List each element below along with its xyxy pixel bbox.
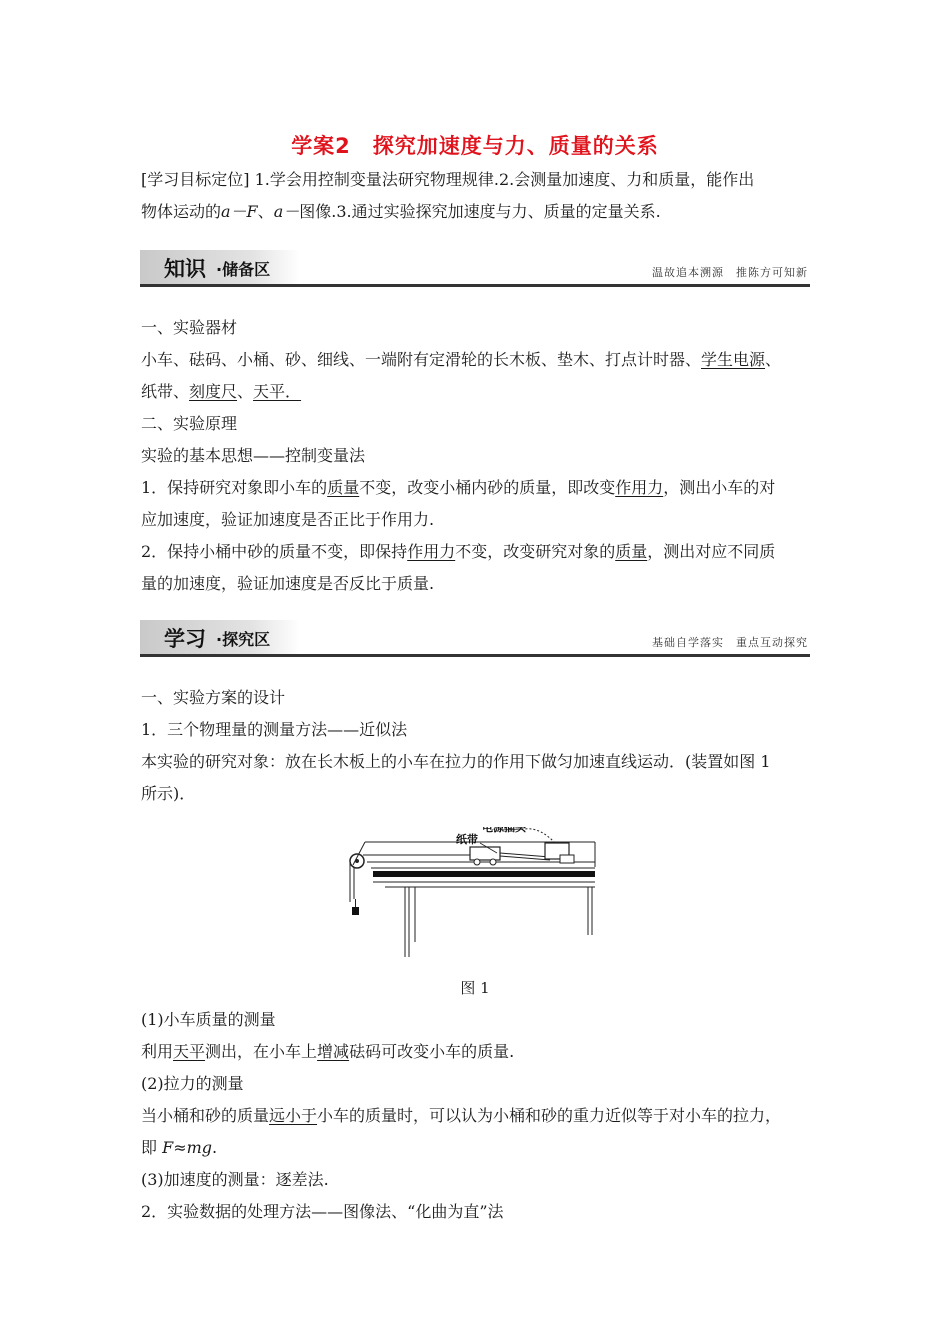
principle-idea: 实验的基本思想——控制变量法 xyxy=(141,446,366,465)
heading-materials: 一、实验器材 xyxy=(141,318,238,337)
tape-text: 纸带、 xyxy=(141,382,190,401)
comma: 、 xyxy=(765,350,782,369)
apparatus-diagram xyxy=(345,827,605,962)
apparatus-figure xyxy=(345,827,605,962)
measure-2-text xyxy=(141,1106,811,1126)
principle-1-line-2: 应加速度，验证加速度是否正比于作用力. xyxy=(141,510,435,529)
heading-design: 一、实验方案的设计 xyxy=(141,688,286,707)
objectives-line-2 xyxy=(141,202,811,222)
text: ，测出对应不同质 xyxy=(647,542,776,561)
mass-blank: 质量 xyxy=(327,478,360,497)
principle-2-line-1 xyxy=(141,542,811,562)
measure-2-formula xyxy=(141,1138,811,1158)
objectives-text-1: 1.学会用控制变量法研究物理规律.2.会测量加速度、力和质量，能作出 xyxy=(254,170,755,189)
object-line-1: 本实验的研究对象：放在长木板上的小车在拉力的作用下做匀加速直线运动．(装置如图 1 xyxy=(141,752,771,771)
banner-sub: ·探究区 xyxy=(216,630,271,649)
text: 当小桶和砂的质量 xyxy=(141,1106,270,1125)
force-blank: 作用力 xyxy=(407,542,456,561)
text: 砝码可改变小车的质量. xyxy=(349,1042,515,1061)
banner-slogan: 温故追本溯源 推陈方可知新 xyxy=(652,266,808,279)
separator: 、 xyxy=(237,382,254,401)
mass-blank: 质量 xyxy=(615,542,648,561)
ruler-blank: 刻度尺 xyxy=(189,382,238,401)
balance-blank: 天平 xyxy=(173,1042,206,1061)
mg-symbol: mg xyxy=(186,1138,213,1157)
banner-main: 学习 xyxy=(164,627,206,651)
change-blank: 增减 xyxy=(317,1042,350,1061)
figure-caption: 图 1 xyxy=(460,979,490,997)
heading-principle: 二、实验原理 xyxy=(141,414,238,433)
materials-line-1 xyxy=(141,350,811,370)
step-2: 2．实验数据的处理方法——图像法、“化曲为直”法 xyxy=(141,1202,504,1221)
knowledge-banner xyxy=(140,250,810,286)
banner-sub: ·储备区 xyxy=(216,260,271,279)
measure-2-title: (2)拉力的测量 xyxy=(141,1074,244,1093)
objectives-text-2a: 物体运动的 xyxy=(141,202,222,221)
page-title: 学案2 探究加速度与力、质量的关系 xyxy=(291,134,659,158)
banner-slogan: 基础自学落实 重点互动探究 xyxy=(652,636,808,649)
power-supply-blank: 学生电源 xyxy=(701,350,766,369)
text: 小车的质量时，可以认为小桶和砂的重力近似等于对小车的拉力， xyxy=(317,1106,782,1125)
text: 不变，改变小桶内砂的质量，即改变 xyxy=(359,478,616,497)
study-banner xyxy=(140,620,810,656)
banner-main: 知识 xyxy=(164,257,206,281)
text: ，测出小车的对 xyxy=(663,478,776,497)
balance-blank: 天平． xyxy=(253,382,302,401)
objectives-line-1 xyxy=(141,170,811,190)
label-power-plug: 电源插头 xyxy=(482,827,526,834)
text: 利用 xyxy=(141,1042,174,1061)
a-term: a－ xyxy=(273,202,300,221)
text: . xyxy=(212,1138,218,1157)
principle-2-line-2: 量的加速度，验证加速度是否反比于质量. xyxy=(141,574,435,593)
measure-1-text xyxy=(141,1042,811,1062)
materials-line-2 xyxy=(141,382,811,402)
measure-1-title: (1)小车质量的测量 xyxy=(141,1010,276,1029)
objectives-label: [学习目标定位] xyxy=(141,170,250,189)
much-less-blank: 远小于 xyxy=(269,1106,318,1125)
label-paper-tape: 纸带 xyxy=(456,833,478,846)
text: 测出，在小车上 xyxy=(205,1042,318,1061)
banner-rule xyxy=(140,284,810,287)
text: 即 xyxy=(141,1138,163,1157)
text: 2．保持小桶中砂的质量不变，即保持 xyxy=(141,542,408,561)
materials-text: 小车、砝码、小桶、砂、细线、一端附有定滑轮的长木板、垫木、打点计时器、 xyxy=(141,350,702,369)
principle-1-line-1 xyxy=(141,478,811,498)
step-1: 1．三个物理量的测量方法——近似法 xyxy=(141,720,408,739)
a-f-term: a－F xyxy=(221,202,258,221)
banner-rule xyxy=(140,654,810,657)
object-line-2: 所示)． xyxy=(141,784,196,803)
text: 不变，改变研究对象的 xyxy=(455,542,616,561)
measure-3: (3)加速度的测量：逐差法. xyxy=(141,1170,329,1189)
approx-symbol: ≈ xyxy=(173,1138,187,1157)
text: 1．保持研究对象即小车的 xyxy=(141,478,328,497)
objectives-text-2b: 图像.3.通过实验探究加速度与力、质量的定量关系. xyxy=(299,202,661,221)
separator: 、 xyxy=(257,202,274,221)
force-symbol: F xyxy=(162,1138,174,1157)
force-blank: 作用力 xyxy=(615,478,664,497)
